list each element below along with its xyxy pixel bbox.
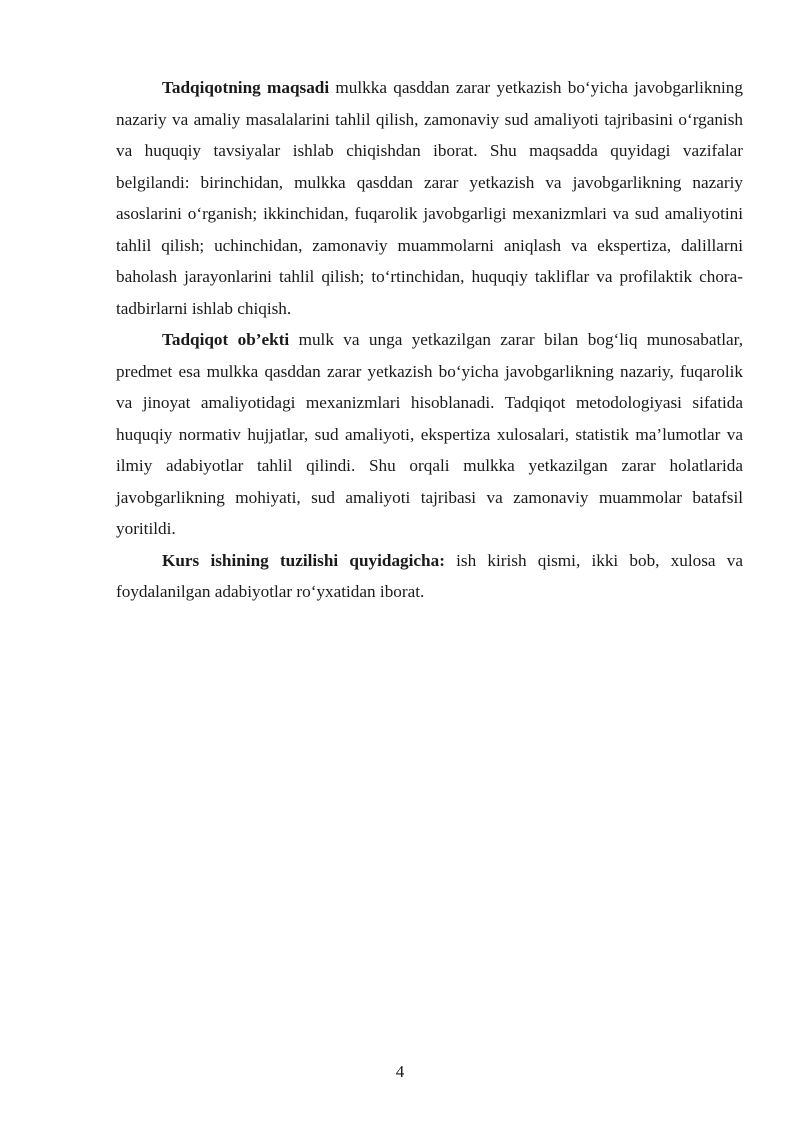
paragraph-text-research-object: mulk va unga yetkazilgan zarar bilan bog‘liq munosabatlar, predmet esa mulkka qasddan zarar yetkazish bo‘yicha javobgarlikning nazariy, fuqarolik va jinoyat amaliyotidagi mexanizmlari hisoblanadi. Tadqiqot metodologiyasi sifatida huquqiy normativ hujjatlar, sud amaliyoti, ekspertiza xulosalari, statistik ma’lumotlar va ilmiy adabiyotlar tahlil qilindi. Shu orqali mulkka yetkazilgan zarar holatlarida javobgarlikning mohiyati, sud amaliyoti tajribasi va zamonaviy muammolar batafsil yoritildi. bbox=[116, 330, 744, 538]
paragraph-lead-research-object: Tadqiqot ob’ekti bbox=[162, 330, 290, 349]
paragraph-lead-structure: Kurs ishining tuzilishi quyidagicha: bbox=[162, 550, 445, 570]
paragraph-structure bbox=[116, 545, 743, 608]
paragraph-research-goal bbox=[116, 72, 743, 324]
paragraph-text-research-goal: mulkka qasddan zarar yetkazish bo‘yicha javobgarlikning nazariy va amaliy masalalarini tahlil qilish, zamonaviy sud amaliyoti tajribasini o‘rganish va huquqiy tavsiyalar ishlab chiqishdan iborat. Shu maqsadda quyidagi vazifalar belgilandi: birinchidan, mulkka qasddan zarar yetkazish va javobgarlikning nazariy asoslarini o‘rganish; ikkinchidan, fuqarolik javobgarligi mexanizmlari va sud amaliyotini tahlil qilish; uchinchidan, zamonaviy muammolarni aniqlash va ekspertiza, dalillarni baholash jarayonlarini tahlil qilish; to‘rtinchidan, huquqiy takliflar va profilaktik chora-tadbirlarni ishlab chiqish. bbox=[116, 78, 743, 318]
paragraph-text-structure: ish kirish qismi, ikki bob, xulosa va foydalanilgan adabiyotlar ro‘yxatidan iborat. bbox=[116, 550, 743, 601]
paragraph-lead-research-goal: Tadqiqotning maqsadi bbox=[162, 78, 330, 97]
page-number: 4 bbox=[395, 1062, 405, 1081]
body-text bbox=[116, 72, 743, 608]
paragraph-research-object bbox=[116, 324, 743, 545]
